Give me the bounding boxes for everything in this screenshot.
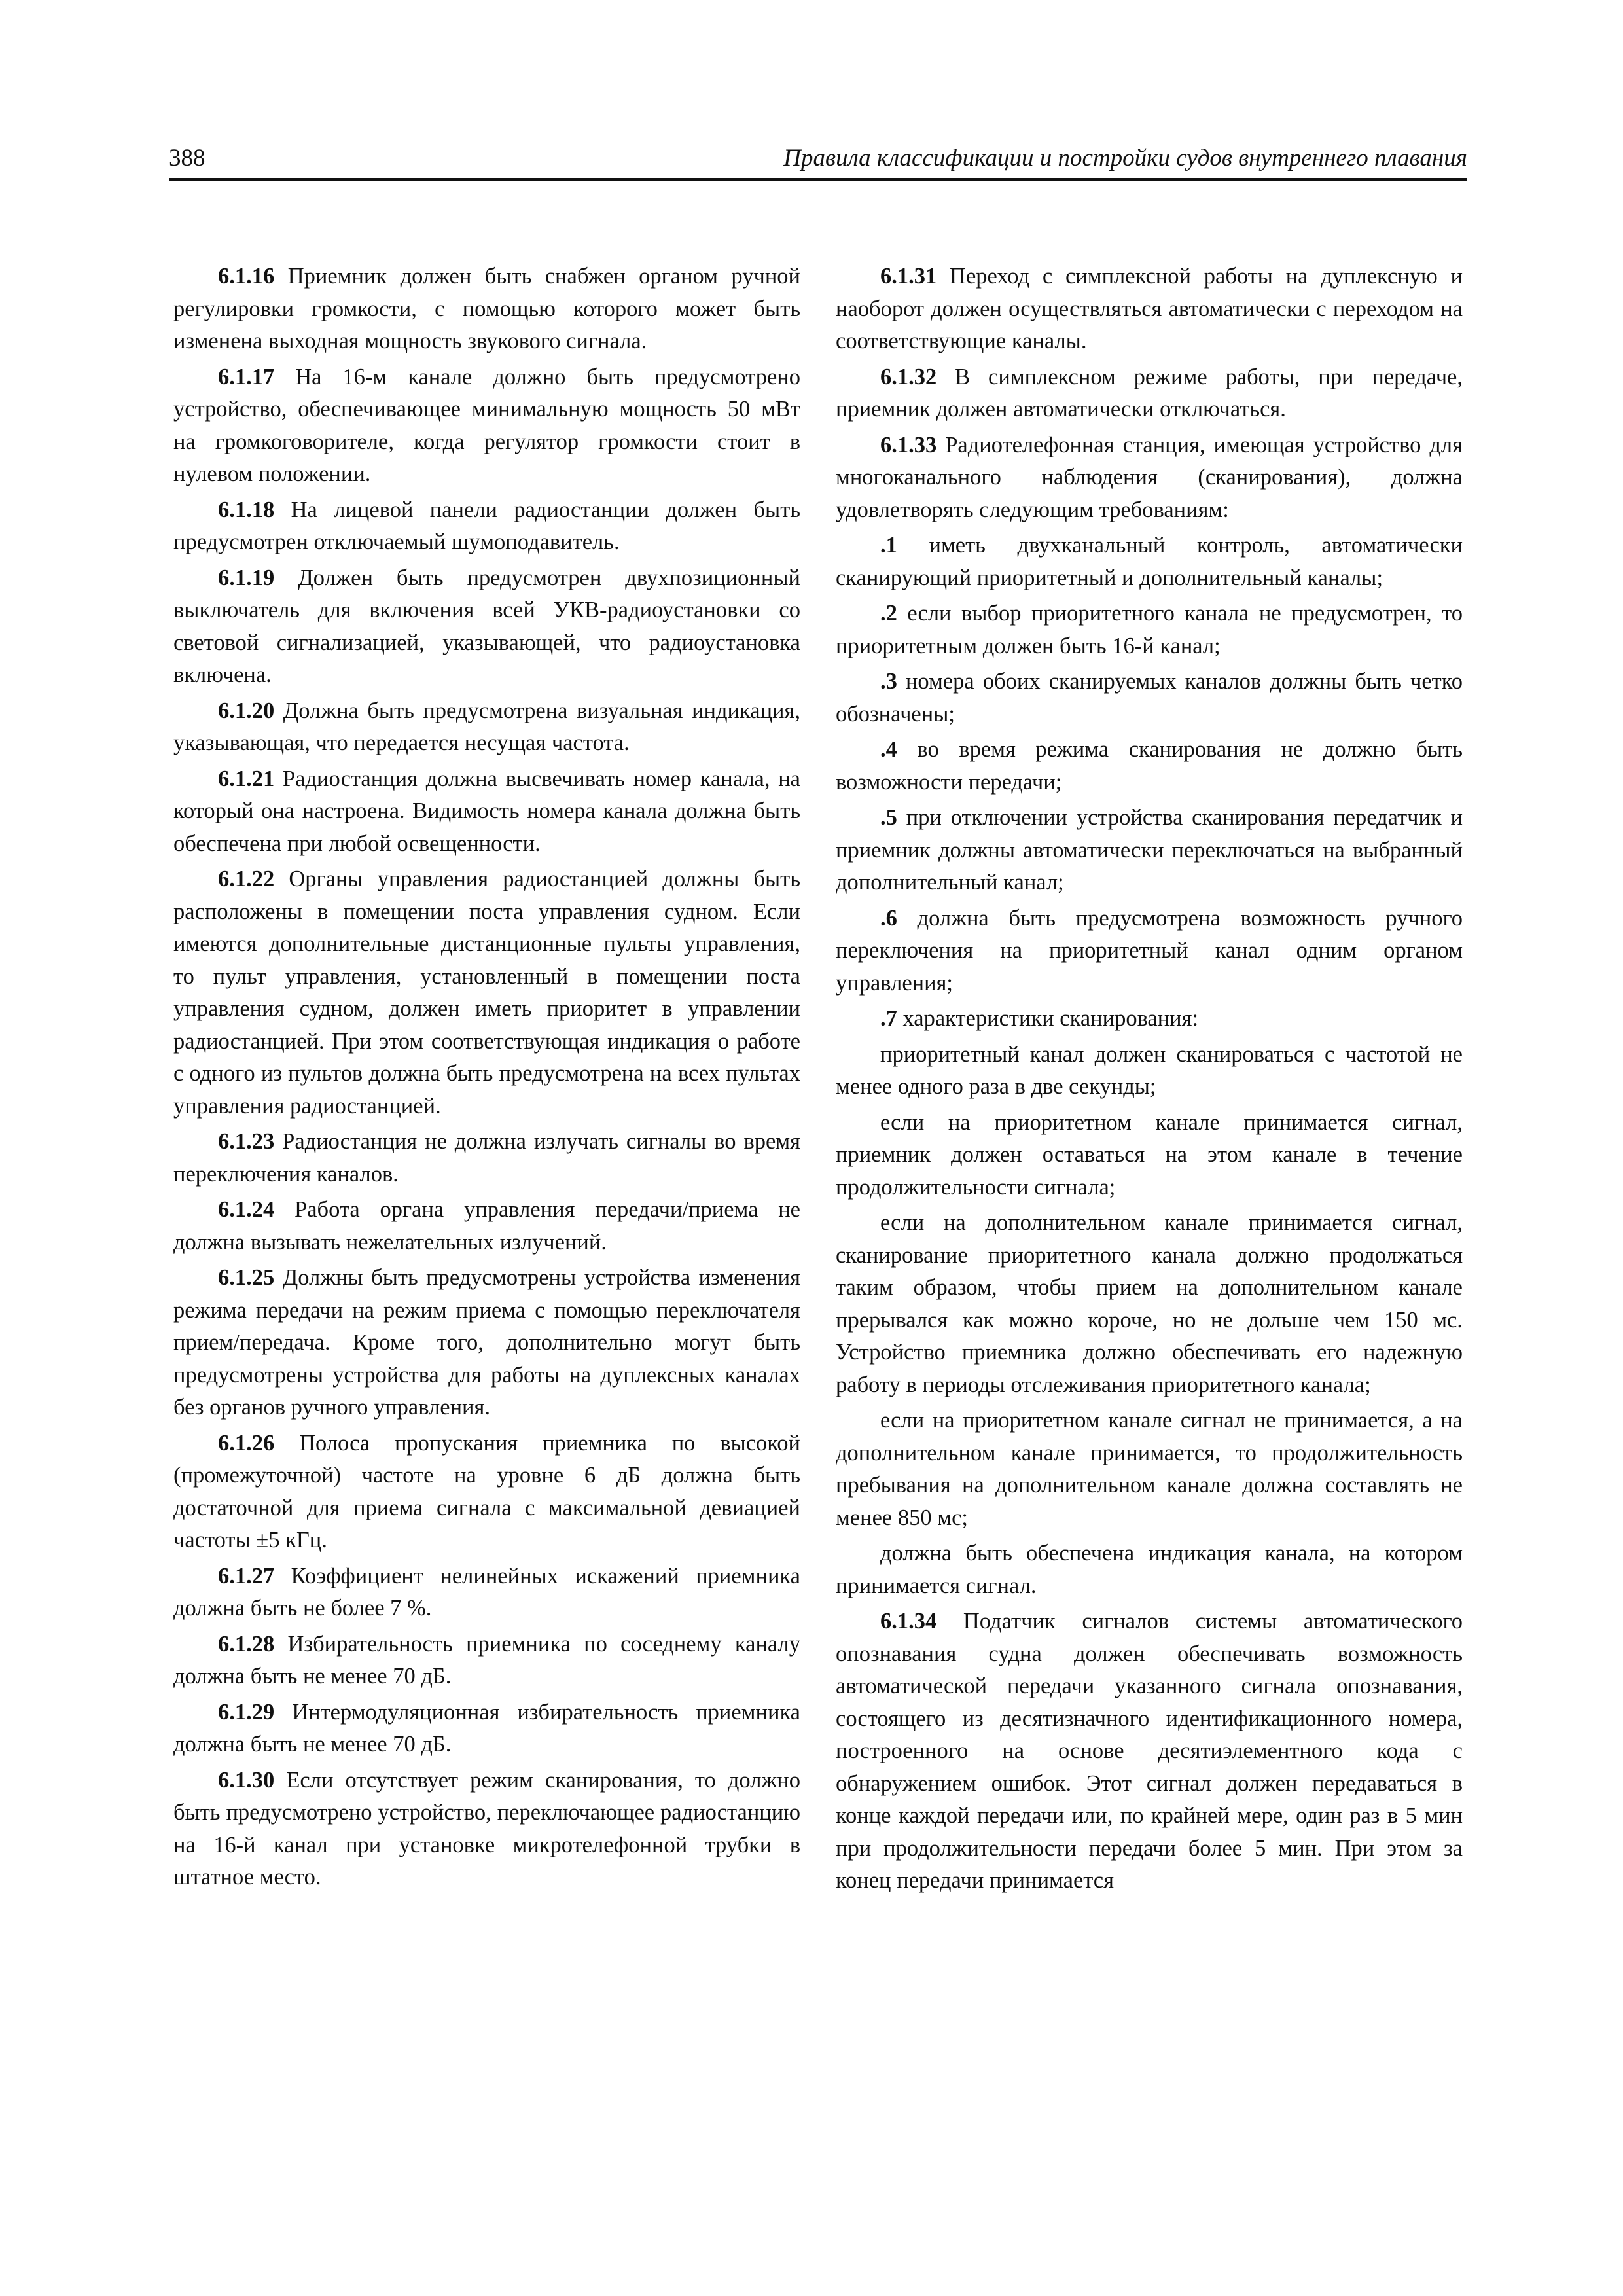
clause-text: Податчик сигналов системы автоматического опознавания судна должен обеспечивать возможность автоматической передачи указанного сигнала опознавания, состоящего из десятизначного идентификационного номера, построенного на основе десятиэлементного кода с обнаружением ошибок. Этот сигнал должен передаваться в конце каждой передачи или, по крайней мере, один раз в 5 мин при продолжительности передачи более 5 мин. При этом за конец передачи принимается — [836, 1609, 1463, 1893]
paragraph-text: должна быть обеспечена индикация канала, на котором принимается сигнал. — [836, 1541, 1463, 1598]
clause-number: 6.1.30 — [218, 1767, 275, 1793]
clause-text: Радиостанция должна высвечивать номер канала, на который она настроена. Видимость номера канала должна быть обеспечена при любой освещенности. — [173, 766, 800, 856]
clause-text: Переход с симплексной работы на дуплексную и наоборот должен осуществляться автоматически с переходом на соответствующие каналы. — [836, 264, 1463, 353]
paragraph-text: если на дополнительном канале принимается сигнал, сканирование приоритетного канала должно продолжаться таким образом, чтобы прием на дополнительном канале прерывался как можно короче, но не дольше чем 150 мс. Устройство приемника должно обеспечивать его надежную работу в периоды отслеживания приоритетного канала; — [836, 1210, 1463, 1397]
item-text: во время режима сканирования не должно быть возможности передачи; — [836, 737, 1463, 795]
clause-text: Радиотелефонная станция, имеющая устройство для многоканального наблюдения (сканирования), должна удовлетворять следующим требованиям: — [836, 432, 1463, 522]
clause-6-1-19 — [173, 562, 800, 692]
item-text: номера обоих сканируемых каналов должны быть четко обозначены; — [836, 669, 1463, 726]
clause-number: 6.1.31 — [880, 264, 937, 289]
item-text: должна быть предусмотрена возможность ручного переключения на приоритетный канал одним органом управления; — [836, 905, 1463, 996]
list-item-2 — [836, 598, 1463, 662]
paragraph-text: если на приоритетном канале принимается сигнал, приемник должен оставаться на этом канале в течение продолжительности сигнала; — [836, 1109, 1463, 1200]
left-column — [173, 260, 800, 1897]
clause-text: Избирательность приемника по соседнему каналу должна быть не менее 70 дБ. — [173, 1631, 800, 1689]
list-item-6 — [836, 903, 1463, 1000]
clause-text: Радиостанция не должна излучать сигналы во время переключения каналов. — [173, 1129, 800, 1187]
clause-6-1-17 — [173, 361, 800, 491]
clause-6-1-16 — [173, 260, 800, 358]
clause-6-1-28 — [173, 1628, 800, 1693]
item-number: .2 — [880, 601, 897, 626]
clause-text: Полоса пропускания приемника по высокой (промежуточной) частоте на уровне 6 дБ должна быть достаточной для приема сигнала с максимальной девиацией частоты ±5 кГц. — [173, 1430, 800, 1552]
clause-6-1-25 — [173, 1262, 800, 1424]
scan-characteristic — [836, 1537, 1463, 1602]
clause-6-1-29 — [173, 1696, 800, 1761]
clause-6-1-20 — [173, 695, 800, 760]
item-text: при отключении устройства сканирования передатчик и приемник должны автоматически переключаться на выбранный дополнительный канал; — [836, 805, 1463, 895]
page-number: 388 — [169, 145, 205, 171]
clause-number: 6.1.25 — [218, 1265, 275, 1290]
clause-6-1-23 — [173, 1126, 800, 1191]
clause-number: 6.1.26 — [218, 1430, 275, 1456]
item-text: если выбор приоритетного канала не предусмотрен, то приоритетным должен быть 16-й канал; — [836, 601, 1463, 658]
list-item-4 — [836, 734, 1463, 798]
clause-6-1-21 — [173, 763, 800, 861]
list-item-7 — [836, 1003, 1463, 1035]
clause-text: Органы управления радиостанцией должны быть расположены в помещении поста управления судном. Если имеются дополнительные дистанционные пульты управления, то пульт управления, установленный в помещении поста управления судном, должен иметь приоритет в управлении радиостанцией. При этом соответствующая индикация о работе с одного из пультов должна быть предусмотрена на всех пультах управления радиостанцией. — [173, 867, 800, 1119]
clause-6-1-27 — [173, 1560, 800, 1625]
clause-number: 6.1.17 — [218, 364, 275, 389]
scan-characteristic — [836, 1107, 1463, 1204]
clause-number: 6.1.23 — [218, 1129, 275, 1154]
clause-text: На 16-м канале должно быть предусмотрено устройство, обеспечивающее минимальную мощность 50 мВт на громкоговорителе, когда регулятор громкости стоит в нулевом положении. — [173, 364, 800, 486]
clause-number: 6.1.29 — [218, 1699, 275, 1725]
item-number: .1 — [880, 533, 897, 558]
clause-text: Интермодуляционная избирательность приемника должна быть не менее 70 дБ. — [173, 1699, 800, 1757]
clause-6-1-30 — [173, 1765, 800, 1894]
item-number: .4 — [880, 737, 897, 762]
list-item-5 — [836, 802, 1463, 899]
clause-6-1-32 — [836, 361, 1463, 426]
clause-text: В симплексном режиме работы, при передаче, приемник должен автоматически отключаться. — [836, 364, 1463, 422]
clause-6-1-24 — [173, 1194, 800, 1259]
scan-characteristic — [836, 1039, 1463, 1103]
clause-text: На лицевой панели радиостанции должен быть предусмотрен отключаемый шумоподавитель. — [173, 497, 800, 554]
clause-text: Должен быть предусмотрен двухпозиционный выключатель для включения всей УКВ-радиоустановки со световой сигнализацией, указывающей, что радиоустановка включена. — [173, 565, 800, 687]
clause-number: 6.1.19 — [218, 565, 275, 590]
clause-number: 6.1.32 — [880, 364, 937, 389]
clause-6-1-33 — [836, 429, 1463, 527]
clause-text: Если отсутствует режим сканирования, то должно быть предусмотрено устройство, переключающее радиостанцию на 16-й канал при установке микротелефонной трубки в штатное место. — [173, 1767, 800, 1890]
scan-characteristic — [836, 1405, 1463, 1534]
clause-number: 6.1.27 — [218, 1563, 275, 1588]
clause-6-1-22 — [173, 863, 800, 1122]
clause-number: 6.1.20 — [218, 698, 275, 723]
item-text: иметь двухканальный контроль, автоматически сканирующий приоритетный и дополнительный каналы; — [836, 533, 1463, 590]
clause-6-1-26 — [173, 1427, 800, 1557]
item-number: .5 — [880, 805, 897, 830]
page-header — [169, 137, 1467, 181]
clause-text: Коэффициент нелинейных искажений приемника должна быть не более 7 %. — [173, 1563, 800, 1621]
running-title: Правила классификации и постройки судов внутреннего плавания — [783, 145, 1467, 171]
scan-characteristic — [836, 1207, 1463, 1401]
clause-number: 6.1.33 — [880, 432, 937, 457]
item-number: .3 — [880, 669, 897, 694]
item-number: .7 — [880, 1006, 897, 1031]
clause-number: 6.1.22 — [218, 867, 275, 891]
clause-text: Приемник должен быть снабжен органом ручной регулировки громкости, с помощью которого может быть изменена выходная мощность звукового сигнала. — [173, 264, 800, 353]
clause-number: 6.1.28 — [218, 1631, 275, 1657]
right-column — [836, 260, 1463, 1901]
clause-text: Работа органа управления передачи/приема не должна вызывать нежелательных излучений. — [173, 1197, 800, 1255]
list-item-1 — [836, 529, 1463, 594]
list-item-3 — [836, 666, 1463, 730]
clause-text: Должны быть предусмотрены устройства изменения режима передачи на режим приема с помощью переключателя прием/передача. Кроме того, дополнительно могут быть предусмотрены устройства для работы на дуплексных каналах без органов ручного управления. — [173, 1265, 800, 1420]
clause-number: 6.1.18 — [218, 497, 275, 522]
clause-number: 6.1.34 — [880, 1609, 937, 1634]
item-number: .6 — [880, 905, 897, 931]
clause-6-1-18 — [173, 494, 800, 559]
clause-number: 6.1.16 — [218, 264, 275, 289]
clause-text: Должна быть предусмотрена визуальная индикация, указывающая, что передается несущая частота. — [173, 698, 800, 755]
clause-6-1-34 — [836, 1605, 1463, 1897]
paragraph-text: если на приоритетном канале сигнал не принимается, а на дополнительном канале принимается, то продолжительность пребывания на дополнительном канале должна составлять не менее 850 мс; — [836, 1408, 1463, 1530]
clause-number: 6.1.24 — [218, 1197, 275, 1222]
clause-number: 6.1.21 — [218, 766, 275, 791]
clause-6-1-31 — [836, 260, 1463, 358]
item-text: характеристики сканирования: — [897, 1006, 1199, 1031]
paragraph-text: приоритетный канал должен сканироваться с частотой не менее одного раза в две секунды; — [836, 1041, 1463, 1099]
